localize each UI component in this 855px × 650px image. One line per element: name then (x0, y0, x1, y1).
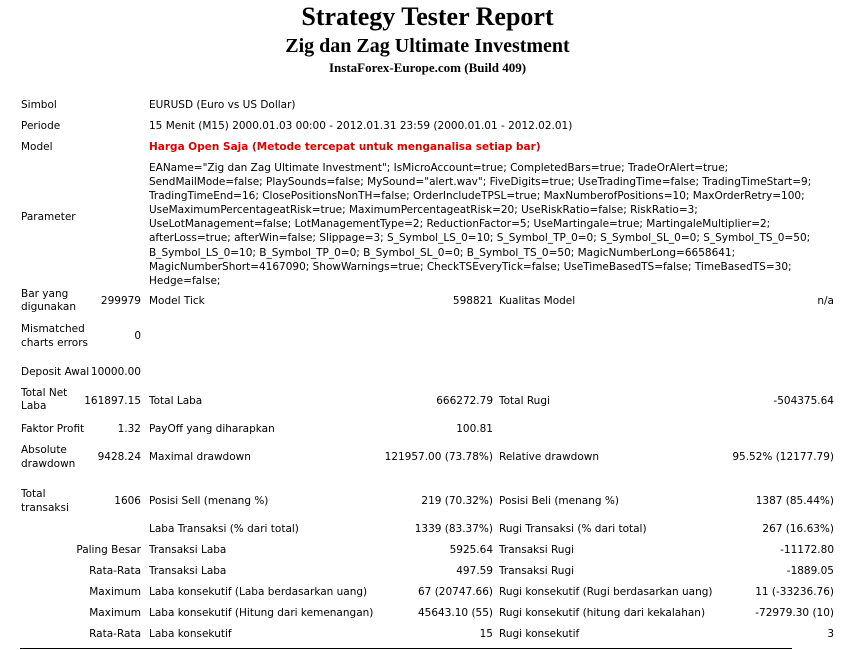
total-trades-label: Total transaksi (21, 488, 69, 514)
row-label-profit: Laba konsekutif (Laba berdasarkan uang) (149, 586, 368, 598)
bottom-divider (20, 648, 792, 649)
row-label-loss: Rugi konsekutif (hitung dari kekalahan) (499, 607, 706, 619)
row-value-loss: -11172.80 (780, 544, 834, 556)
total-trades-value: 1606 (114, 495, 141, 507)
short-positions-value: 219 (70.32%) (421, 495, 493, 507)
gross-profit-value: 666272.79 (436, 395, 493, 407)
long-positions-value: 1387 (85.44%) (755, 495, 834, 507)
bars-label: Bar yang digunakan (21, 288, 76, 313)
row-label-loss: Transaksi Rugi (499, 544, 575, 556)
profit-factor-label: Faktor Profit (21, 423, 85, 435)
net-profit-label: Total Net Laba (21, 387, 68, 412)
parameter-value: EAName="Zig dan Zag Ultimate Investment"; IsMicroAccount=true; CompletedBars=true; TradeOrAlert=true; SendMailMode=false; PlaySounds=false; MySound="alert.wav"; FiveDigits=true; UseTradingTime=false; TradingTimeStart=9; TradingTimeEnd=16; ClosePositionsNonTH=false; OrderIncludeTPSL=true; MaxNumberofPositions=10; MaxOrderRetry=100; UseMaximumPercentageatRisk=true; MaximumPercentageatRisk=20; UseRiskRatio=false; RiskRatio=3; UseLotManagement=false; LotManagementType=2; ReductionFactor=5; UseMartingale=true; MartingaleMultiplier=2; afterLoss=true; afterWin=false; Slippage=3; S_Symbol_LS_0=10; S_Symbol_TP_0=0; S_Symbol_SL_0=0; S_Symbol_TS_0=50; B_Symbol_LS_0=10; B_Symbol_TP_0=0; B_Symbol_SL_0=0; B_Symbol_TS_0=50; MagicNumberLong=6658641; MagicNumberShort=4167090; ShowWarnings=true; CheckTSEveryTick=false; UseTimeBasedTS=false; TimeBasedTS=30; Hedge=false; (149, 162, 812, 287)
model-label: Model (21, 141, 53, 153)
maximal-drawdown-value: 121957.00 (73.78%) (384, 451, 493, 463)
deposit-value: 10000.00 (90, 366, 141, 378)
row-value-loss: 3 (827, 628, 834, 640)
quality-value: n/a (817, 295, 834, 307)
row-value-loss: 11 (-33236.76) (755, 586, 834, 598)
profit-factor-value: 1.32 (117, 423, 141, 435)
row-prefix: Maximum (89, 586, 141, 598)
relative-drawdown-value: 95.52% (12177.79) (732, 451, 834, 463)
row-value-profit: 45643.10 (55) (418, 607, 493, 619)
model-value: Harga Open Saja (Metode tercepat untuk menganalisa setiap bar) (149, 141, 541, 153)
parameter-label: Parameter (21, 211, 76, 223)
row-label-profit: Transaksi Laba (149, 565, 227, 577)
profit-trades-label: Laba Transaksi (% dari total) (149, 523, 299, 535)
row-value-loss: -1889.05 (786, 565, 834, 577)
maximal-drawdown-label: Maximal drawdown (149, 451, 251, 463)
row-prefix: Maximum (89, 607, 141, 619)
loss-trades-value: 267 (16.63%) (762, 523, 834, 535)
profit-trades-value: 1339 (83.37%) (414, 523, 493, 535)
absolute-drawdown-value: 9428.24 (97, 451, 141, 463)
bars-value: 299979 (100, 295, 141, 307)
short-positions-label: Posisi Sell (menang %) (149, 495, 269, 507)
row-value-profit: 497.59 (456, 565, 493, 577)
ticks-label: Model Tick (149, 295, 205, 307)
period-value: 15 Menit (M15) 2000.01.03 00:00 - 2012.01.31 23:59 (2000.01.01 - 2012.02.01) (149, 120, 573, 132)
symbol-label: Simbol (21, 99, 57, 111)
symbol-value: EURUSD (Euro vs US Dollar) (149, 99, 296, 111)
net-profit-value: 161897.15 (84, 395, 141, 407)
row-label-profit: Laba konsekutif (149, 628, 232, 640)
row-value-profit: 15 (479, 628, 493, 640)
mismatch-label: Mismatched charts errors (21, 323, 88, 349)
quality-label: Kualitas Model (499, 295, 576, 307)
row-value-profit: 5925.64 (449, 544, 493, 556)
gross-profit-label: Total Laba (149, 395, 203, 407)
deposit-label: Deposit Awal (21, 366, 90, 378)
row-label-loss: Transaksi Rugi (499, 565, 575, 577)
row-prefix: Rata-Rata (89, 628, 141, 640)
row-prefix: Rata-Rata (89, 565, 141, 577)
period-label: Periode (21, 120, 61, 132)
report-subtitle: Zig dan Zag Ultimate Investment (285, 35, 570, 57)
row-label-loss: Rugi konsekutif (499, 628, 580, 640)
report-title: Strategy Tester Report (301, 2, 554, 31)
row-value-profit: 67 (20747.66) (418, 586, 493, 598)
absolute-drawdown-label: Absolute drawdown (21, 444, 76, 470)
relative-drawdown-label: Relative drawdown (499, 451, 600, 463)
mismatch-value: 0 (134, 330, 141, 342)
report-source: InstaForex-Europe.com (Build 409) (328, 60, 527, 75)
gross-loss-value: -504375.64 (773, 395, 834, 407)
payoff-value: 100.81 (456, 423, 493, 435)
ticks-value: 598821 (452, 295, 493, 307)
loss-trades-label: Rugi Transaksi (% dari total) (499, 523, 647, 535)
row-label-loss: Rugi konsekutif (Rugi berdasarkan uang) (499, 586, 713, 598)
row-prefix: Paling Besar (76, 544, 141, 556)
long-positions-label: Posisi Beli (menang %) (499, 495, 619, 507)
row-value-loss: -72979.30 (10) (755, 607, 834, 619)
row-label-profit: Laba konsekutif (Hitung dari kemenangan) (149, 607, 374, 619)
gross-loss-label: Total Rugi (499, 395, 550, 407)
row-label-profit: Transaksi Laba (149, 544, 227, 556)
payoff-label: PayOff yang diharapkan (149, 423, 275, 435)
